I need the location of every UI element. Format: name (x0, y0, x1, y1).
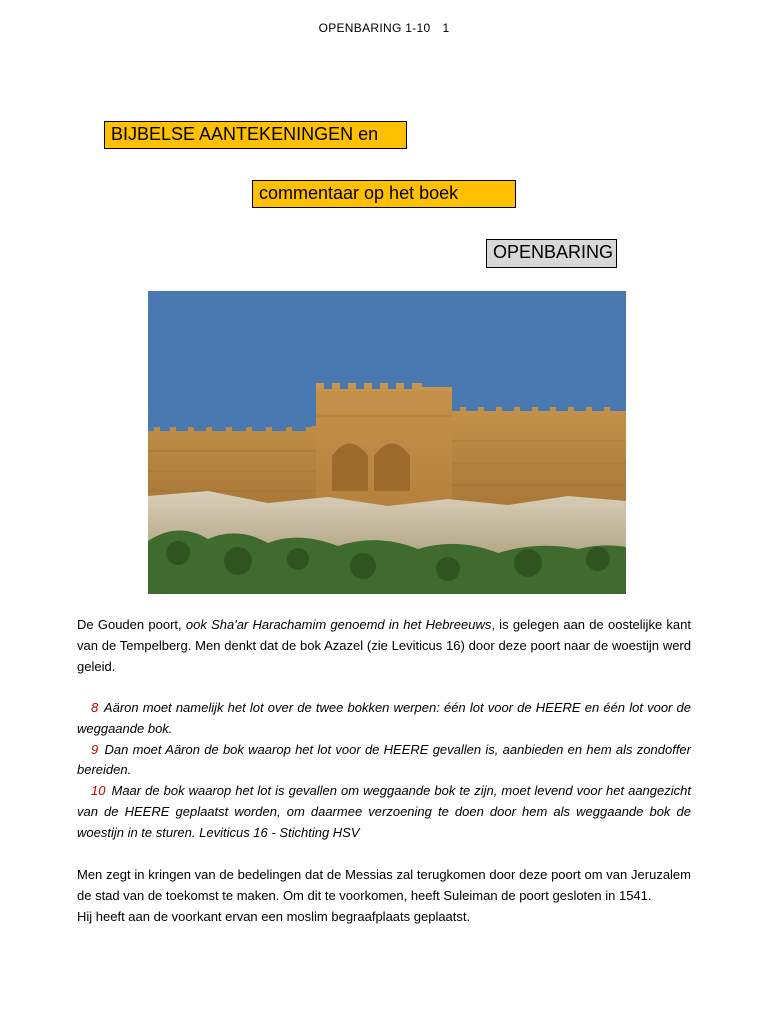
title-line-3: OPENBARING (486, 239, 617, 268)
page-number: 1 (442, 21, 450, 35)
intro-paragraph (77, 615, 691, 677)
verse-text: Maar de bok waarop het lot is gevallen om weggaande bok te zijn, moet levend voor het aangezicht van de HEERE geplaatst worden, om daarmee verzoening te doen door hem als weggaande bok de woestijn in te sturen. Leviticus 16 - Stichting HSV (77, 783, 691, 840)
verse-number: 10 (91, 783, 106, 799)
intro-italic: ook Sha'ar Harachamim genoemd in het Hebreeuws (185, 617, 492, 632)
verse-number: 8 (91, 700, 99, 715)
right-arch (374, 444, 410, 492)
verse-10 (77, 781, 691, 843)
verse-number: 9 (91, 741, 99, 757)
left-arch (332, 444, 368, 492)
closing-paragraph (77, 865, 691, 927)
title-line-2: commentaar op het boek (252, 180, 516, 208)
verse-8 (77, 698, 691, 740)
verse-text: Aäron moet namelijk het lot over de twee bokken werpen: één lot voor de HEERE en één lot voor de weggaande bok. (77, 700, 691, 736)
title-line-1: BIJBELSE AANTEKENINGEN en (104, 121, 407, 149)
verse-text: Dan moet Aäron de bok waarop het lot voor de HEERE gevallen is, aanbieden en hem als zondoffer bereiden. (77, 741, 691, 778)
page-header (0, 21, 768, 35)
golden-gate-photo (148, 291, 626, 594)
closing-text: Men zegt in kringen van de bedelingen dat de Messias zal terugkomen door deze poort om van Jeruzalem de stad van de toekomst te maken. Om dit te voorkomen, heeft Suleiman de poort gesloten in 1541. (77, 867, 691, 903)
bible-quote (77, 698, 691, 844)
golden-gate-illustration (148, 291, 626, 594)
intro-text-2: , is gelegen aan de oostelijke kant van de Tempelberg. Men denkt dat de bok Azazel (zie Leviticus 16) door deze poort naar de woestijn werd geleid. (77, 617, 691, 674)
closing-last-line: Hij heeft aan de voorkant ervan een moslim begraafplaats geplaatst. (77, 908, 471, 924)
header-title: OPENBARING 1-10 (318, 21, 431, 35)
verse-9 (77, 740, 691, 782)
intro-text-1: De Gouden poort, (77, 617, 186, 632)
